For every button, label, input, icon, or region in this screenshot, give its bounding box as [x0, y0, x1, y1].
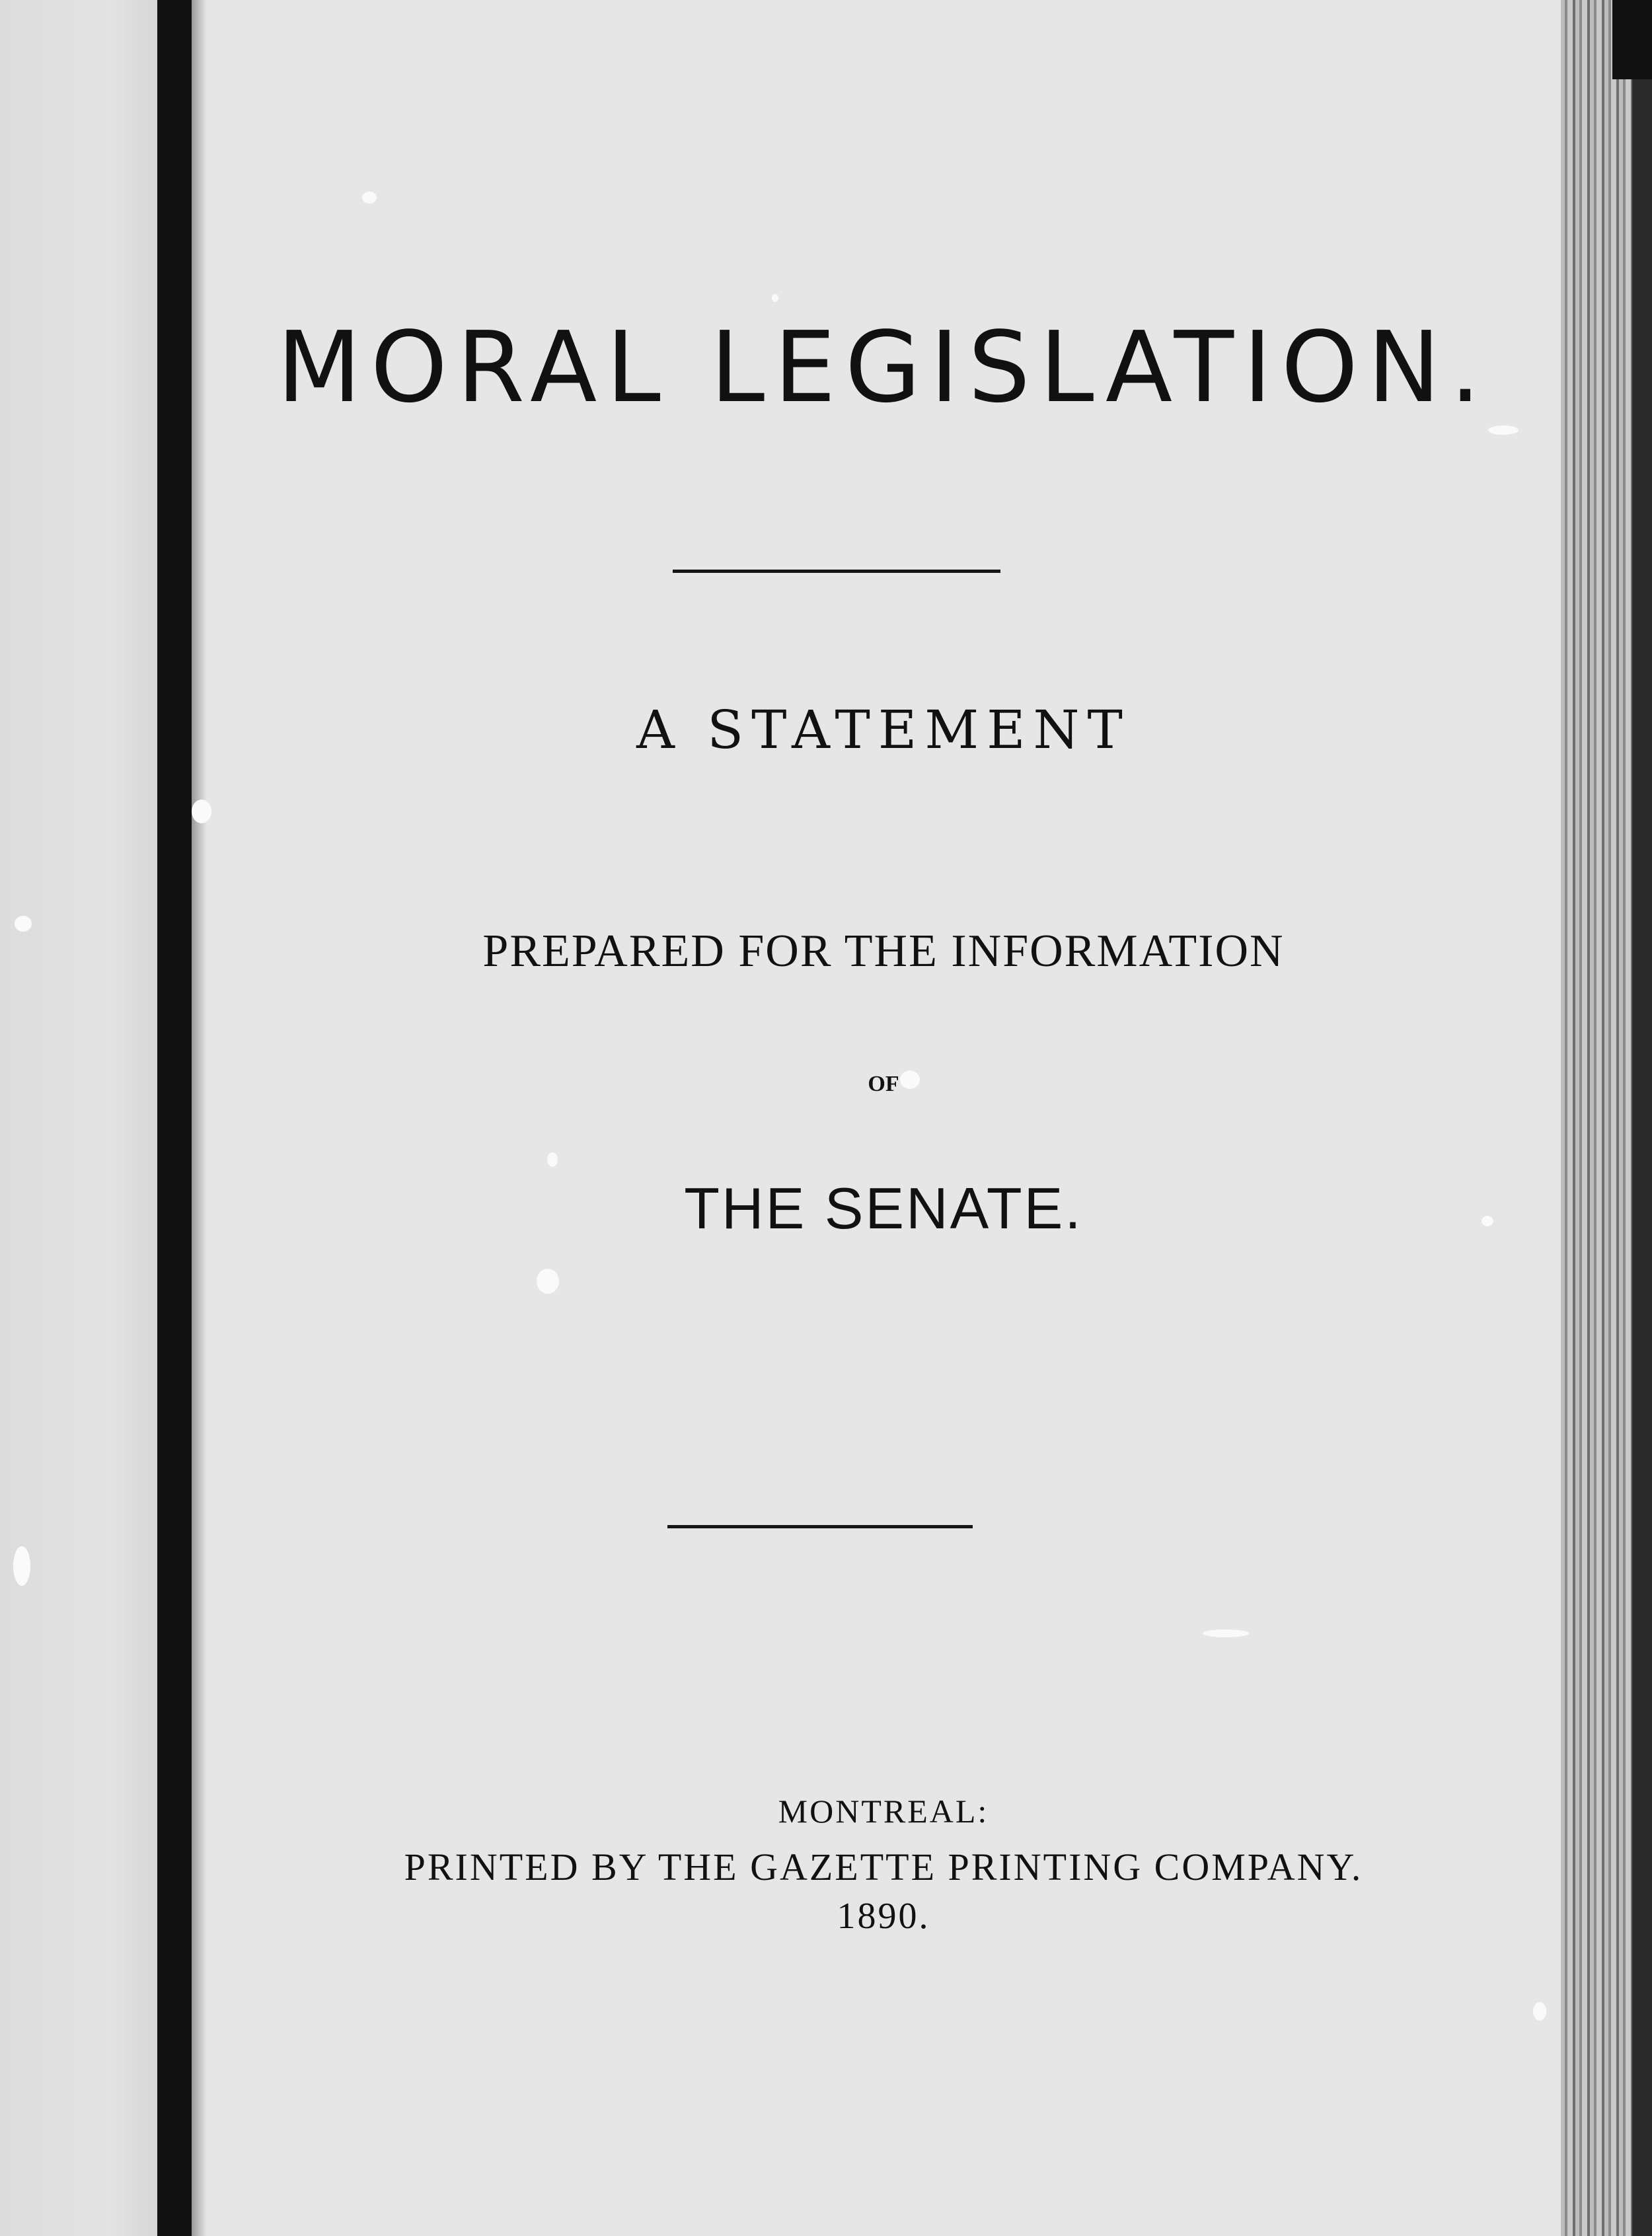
paper-speck — [192, 800, 211, 823]
page-corner-shadow — [1612, 0, 1652, 79]
subtitle-statement: A STATEMENT — [636, 699, 1131, 761]
subtitle-prepared: PREPARED FOR THE INFORMATION — [482, 926, 1285, 977]
paper-speck — [537, 1269, 559, 1294]
book-title: MORAL LEGISLATION. — [277, 311, 1490, 424]
binding-gutter — [157, 0, 192, 2236]
previous-page-edge — [0, 0, 157, 2236]
top-divider-rule — [673, 570, 1000, 573]
subtitle-audience: THE SENATE. — [684, 1175, 1083, 1241]
subtitle-of: OF — [868, 1072, 899, 1096]
paper-speck — [15, 916, 32, 932]
paper-speck — [1488, 426, 1519, 435]
imprint-place: MONTREAL: — [778, 1793, 989, 1830]
bottom-divider-rule — [667, 1525, 973, 1528]
paper-speck — [1203, 1629, 1249, 1637]
paper-speck — [362, 192, 377, 204]
gutter-shadow — [192, 0, 206, 2236]
imprint-printer: PRINTED BY THE GAZETTE PRINTING COMPANY. — [404, 1845, 1363, 1888]
paper-speck — [13, 1546, 30, 1586]
imprint-year: 1890. — [837, 1896, 930, 1937]
paper-speck — [1533, 2002, 1546, 2021]
paper-speck — [547, 1152, 558, 1167]
page-block-shadow — [1632, 0, 1652, 2236]
paper-speck — [772, 294, 778, 302]
